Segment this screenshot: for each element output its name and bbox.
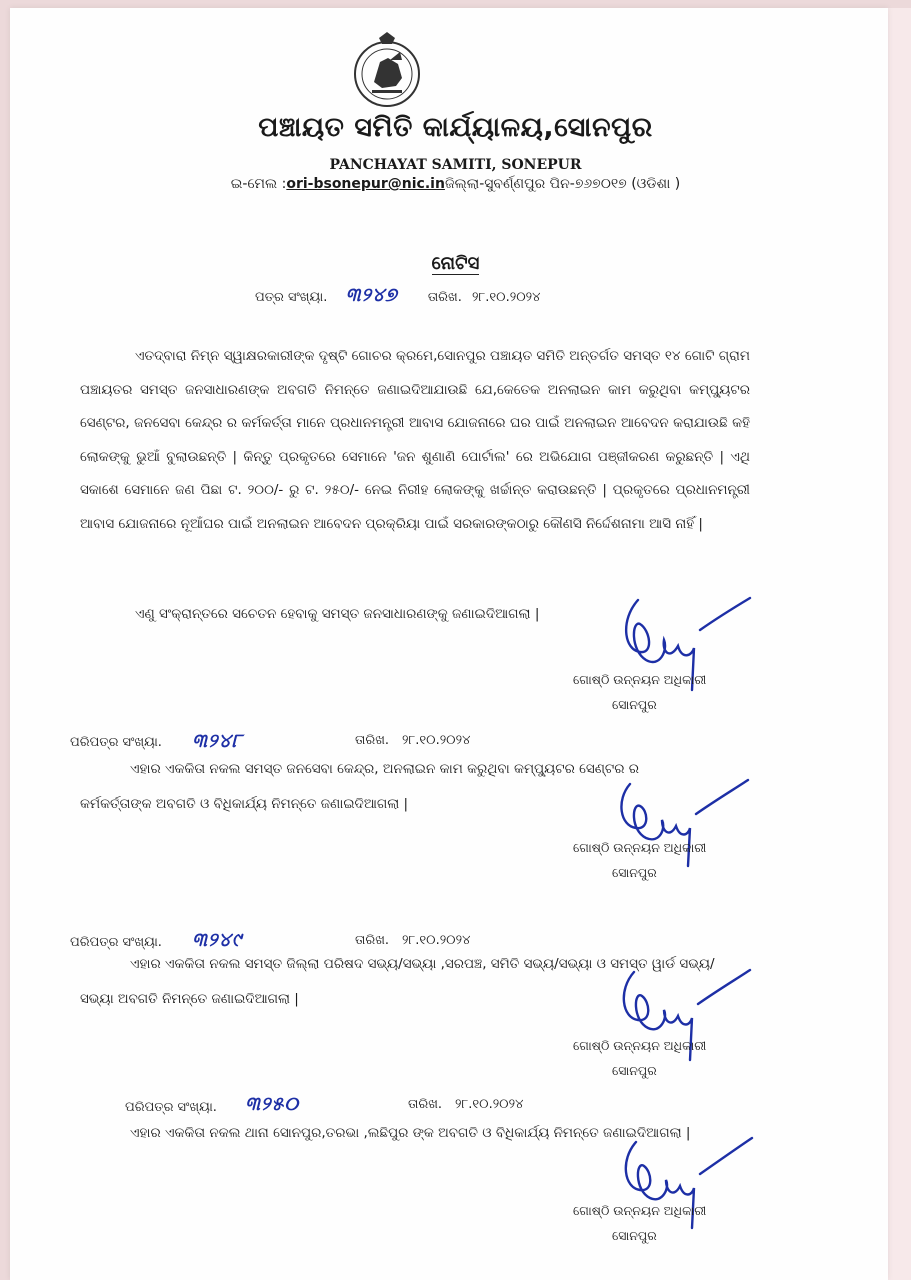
signature — [610, 770, 760, 880]
circular-label: ପରିପତ୍ର ସଂଖ୍ୟା. — [125, 1100, 217, 1115]
designation: ଗୋଷ୍ଠି ଉନ୍ନୟନ ଅଧିକାରୀ — [573, 1038, 707, 1053]
notice-heading: ନୋଟିସ — [431, 253, 480, 274]
circular-date: ୨୮.୧୦.୨୦୨୪ — [402, 733, 471, 748]
address-text: ଜିଲ୍ଲା-ସୁବର୍ଣ୍ଣପୁର ପିନ-୭୬୭୦୧୭ (ଓଡିଶା ) — [444, 176, 681, 192]
circular-text: ଏହାର ଏକକିତା ନକଲ ଥାନା ସୋନପୁର,ତରଭା ,ଲଛିପୁର ଙ୍କ ଅବଗତି ଓ ବିଧିକାର୍ଯ୍ୟ ନିମନ୍ତେ ଜଣାଇଦିଆଗଲା | — [130, 1125, 691, 1141]
place: ସୋନପୁର — [612, 865, 657, 880]
designation: ଗୋଷ୍ଠି ଉନ୍ନୟନ ଅଧିକାରୀ — [573, 672, 707, 687]
notice-body: ଏତଦ୍ବାରା ନିମ୍ନ ସ୍ୱାକ୍ଷରକାରୀଙ୍କ ଦୃଷ୍ଟି ଗୋଚର କ୍ରମେ,ସୋନପୁର ପଞ୍ଚାୟତ ସମିତି ଅନ୍ତର୍ଗତ ସମସ୍ତ ୧୪ ଗୋଟି ଗ୍ରାମ ପଞ୍ଚାୟତର ସମସ୍ତ ଜନସାଧାରଣଙ୍କ ଅବଗତି ନିମନ୍ତେ ଜଣାଇଦିଆଯାଉଛି ଯେ,କେତେକ ଅନଲାଇନ କାମ କରୁଥିବା କମ୍ପ୍ୟୁଟର ସେଣ୍ଟର, ଜନସେବା କେନ୍ଦ୍ର ର କର୍ମକର୍ତ୍ତା ମାନେ ପ୍ରଧାନମନ୍ତ୍ରୀ ଆବାସ ଯୋଜନାରେ ଘର ପାଇଁ ଅନଲାଇନ ଆବେଦନ କରାଯାଉଛି କହି ଲୋକଙ୍କୁ ଭୁଆଁ ବୁଲାଉଛନ୍ତି | କିନ୍ତୁ ପ୍ରକୃତରେ ସେମାନେ 'ଜନ ଶୁଣାଣି ପୋର୍ଟାଲ' ରେ ଅଭିଯୋଗ ପଞ୍ଜୀକରଣ କରୁଛନ୍ତି | ଏଥି ସକାଶେ ସେମାନେ ଜଣ ପିଛା ଟ. ୨୦୦/- ରୁ ଟ. ୨୫୦/- ନେଇ ନିରୀହ ଲୋକଙ୍କୁ ଖର୍ଚ୍ଚାନ୍ତ କରାଉଛନ୍ତି | ପ୍ରକୃତରେ ପ୍ରଧାନମନ୍ତ୍ରୀ ଆବାସ ଯୋଜନାରେ ନୂଆଁଘର ପାଇଁ ଅନଲାଇନ ଆବେଦନ ପ୍ରକ୍ରିୟା ପାଇଁ ସରକାରଙ୍କଠାରୁ କୌଣସି ନିର୍ଦ୍ଦେଶନାମା ଆସି ନାହିଁ | — [80, 348, 750, 532]
circular-text: ଏହାର ଏକକିତା ନକଲ ସମସ୍ତ ଜନସେବା କେନ୍ଦ୍ର, ଅନଲାଇନ କାମ କରୁଥିବା କମ୍ପ୍ୟୁଟର ସେଣ୍ଟର ର କର୍ମକର୍ତ୍ତାଙ୍କ ଅବଗତି ଓ ବିଧିକାର୍ଯ୍ୟ ନିମନ୍ତେ ଜଣାଇଦିଆଗଲା | — [80, 761, 640, 812]
office-english-title: PANCHAYAT SAMITI, SONEPUR — [329, 157, 582, 173]
place: ସୋନପୁର — [612, 1228, 657, 1243]
circular-date-label: ତାରିଖ. — [355, 933, 390, 948]
circular-number: ୩୨୪୮ — [192, 730, 243, 752]
place: ସୋନପୁର — [612, 697, 657, 712]
circular-label: ପରିପତ୍ର ସଂଖ୍ୟା. — [70, 735, 162, 750]
designation: ଗୋଷ୍ଠି ଉନ୍ନୟନ ଅଧିକାରୀ — [573, 840, 707, 855]
contact-line — [0, 176, 911, 192]
circular-number: ୩୨୫୦ — [245, 1093, 300, 1115]
photo-frame-left — [0, 0, 10, 1280]
circular-label: ପରିପତ୍ର ସଂଖ୍ୟା. — [70, 935, 162, 950]
place: ସୋନପୁର — [612, 1063, 657, 1078]
letter-number-line — [255, 284, 540, 306]
email-label: ଇ-ମେଲ : — [230, 176, 287, 192]
letter-number: ୩୨୪୭ — [345, 284, 398, 306]
office-title: ପଞ୍ଚାୟତ ସମିତି କାର୍ଯ୍ୟାଳୟ,ସୋନପୁର — [258, 112, 653, 143]
odisha-emblem — [352, 30, 422, 112]
email-link[interactable]: ori-bsonepur@nic.in — [286, 176, 445, 192]
signature — [610, 1130, 760, 1240]
circular-date-label: ତାରିଖ. — [408, 1097, 443, 1112]
circular-number: ୩୨୪୯ — [192, 929, 243, 951]
letter-date: ୨୮.୧୦.୨୦୨୪ — [472, 290, 541, 305]
notice-closing: ଏଣୁ ସଂକ୍ରାନ୍ତରେ ସଚେତନ ହେବାକୁ ସମସ୍ତ ଜନସାଧାରଣଙ୍କୁ ଜଣାଇଦିଆଗଲା | — [135, 606, 540, 622]
photo-frame-top — [0, 0, 911, 8]
circular-date: ୨୮.୧୦.୨୦୨୪ — [402, 933, 471, 948]
date-label: ତାରିଖ. — [427, 290, 462, 305]
designation: ଗୋଷ୍ଠି ଉନ୍ନୟନ ଅଧିକାରୀ — [573, 1203, 707, 1218]
circular-date: ୨୮.୧୦.୨୦୨୪ — [455, 1097, 524, 1112]
letter-no-label: ପତ୍ର ସଂଖ୍ୟା. — [255, 290, 328, 305]
circular-text: ଏହାର ଏକକିତା ନକଲ ସମସ୍ତ ଜିଲ୍ଲା ପରିଷଦ ସଭ୍ୟ/ସଭ୍ୟା ,ସରପଞ୍ଚ, ସମିତି ସଭ୍ୟ/ସଭ୍ୟା ଓ ସମସ୍ତ ୱାର୍ଡ ସଭ୍ୟ/ସଭ୍ୟା ଅବଗତି ନିମନ୍ତେ ଜଣାଇଦିଆଗଲା | — [80, 956, 715, 1007]
circular-date-label: ତାରିଖ. — [355, 733, 390, 748]
